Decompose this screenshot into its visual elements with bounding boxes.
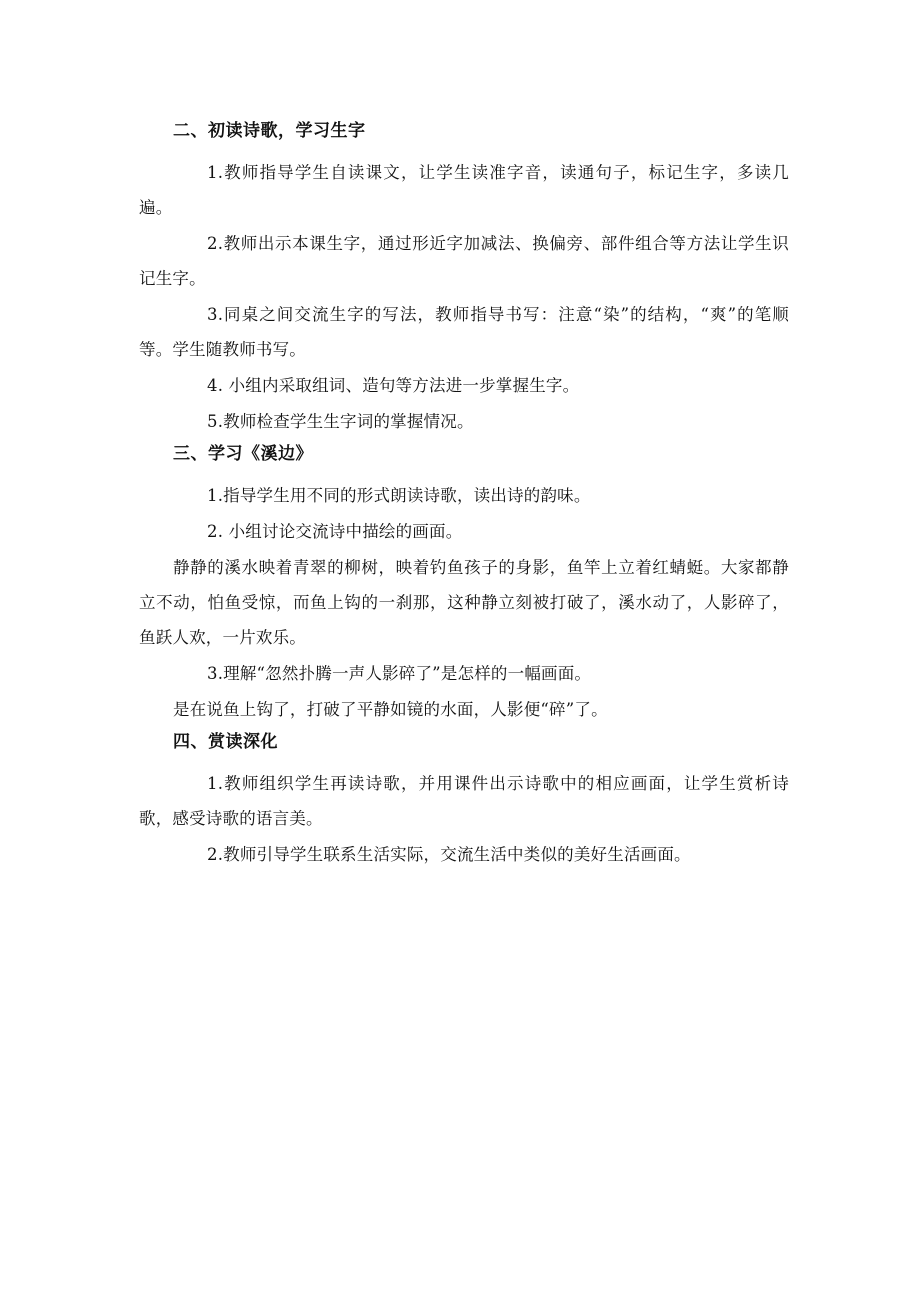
list-item xyxy=(139,155,789,225)
lesson-content xyxy=(139,118,789,873)
list-item xyxy=(139,837,789,872)
item-number: 1 xyxy=(207,163,218,182)
item-text: .教师指导学生自读课文，让学生读准字音，读通句子，标记生字，多读几遍。 xyxy=(139,163,789,217)
item-text: .教师出示本课生字，通过形近字加减法、换偏旁、部件组合等方法让学生识记生字。 xyxy=(139,234,789,288)
item-text: .理解“忽然扑腾一声人影碎了”是怎样的一幅画面。 xyxy=(217,664,592,683)
list-item xyxy=(139,297,789,367)
paragraph-text: 是在说鱼上钩了，打破了平静如镜的水面，人影便“碎”了。 xyxy=(173,700,608,719)
item-text: .同桌之间交流生字的写法，教师指导书写：注意“染”的结构，“爽”的笔顺等。学生随教师书写。 xyxy=(139,305,789,359)
list-item xyxy=(139,766,789,836)
item-number: 4 xyxy=(207,376,218,395)
item-number: 2 xyxy=(207,234,218,253)
body-paragraph xyxy=(139,550,789,655)
item-text: . 小组讨论交流诗中描绘的画面。 xyxy=(217,522,463,541)
paragraph-text: 静静的溪水映着青翠的柳树，映着钓鱼孩子的身影，鱼竿上立着红蜻蜓。大家都静立不动，怕鱼受惊，而鱼上钩的一刹那，这种静立刻被打破了，溪水动了，人影碎了，鱼跃人欢，一片欢乐。 xyxy=(139,558,789,647)
list-item xyxy=(139,514,789,549)
item-number: 3 xyxy=(207,664,218,683)
item-text: .教师检查学生生字词的掌握情况。 xyxy=(217,412,474,431)
section-heading: 四、赏读深化 xyxy=(173,732,278,752)
section-heading: 三、学习《溪边》 xyxy=(173,444,313,464)
list-item xyxy=(139,368,789,403)
item-number: 5 xyxy=(207,412,218,431)
list-item xyxy=(139,656,789,691)
item-number: 1 xyxy=(207,774,218,793)
section-heading: 二、初读诗歌，学习生字 xyxy=(173,121,366,141)
list-item xyxy=(139,478,789,513)
item-number: 3 xyxy=(207,305,218,324)
list-item xyxy=(139,404,789,439)
item-text: . 小组内采取组词、造句等方法进一步掌握生字。 xyxy=(217,376,580,395)
item-number: 2 xyxy=(207,845,218,864)
item-number: 1 xyxy=(207,486,218,505)
item-number: 2 xyxy=(207,522,218,541)
item-text: .教师组织学生再读诗歌，并用课件出示诗歌中的相应画面，让学生赏析诗歌，感受诗歌的语言美。 xyxy=(139,774,789,828)
body-paragraph xyxy=(139,692,789,727)
list-item xyxy=(139,226,789,296)
item-text: .指导学生用不同的形式朗读诗歌，读出诗的韵味。 xyxy=(217,486,591,505)
item-text: .教师引导学生联系生活实际，交流生活中类似的美好生活画面。 xyxy=(217,845,691,864)
